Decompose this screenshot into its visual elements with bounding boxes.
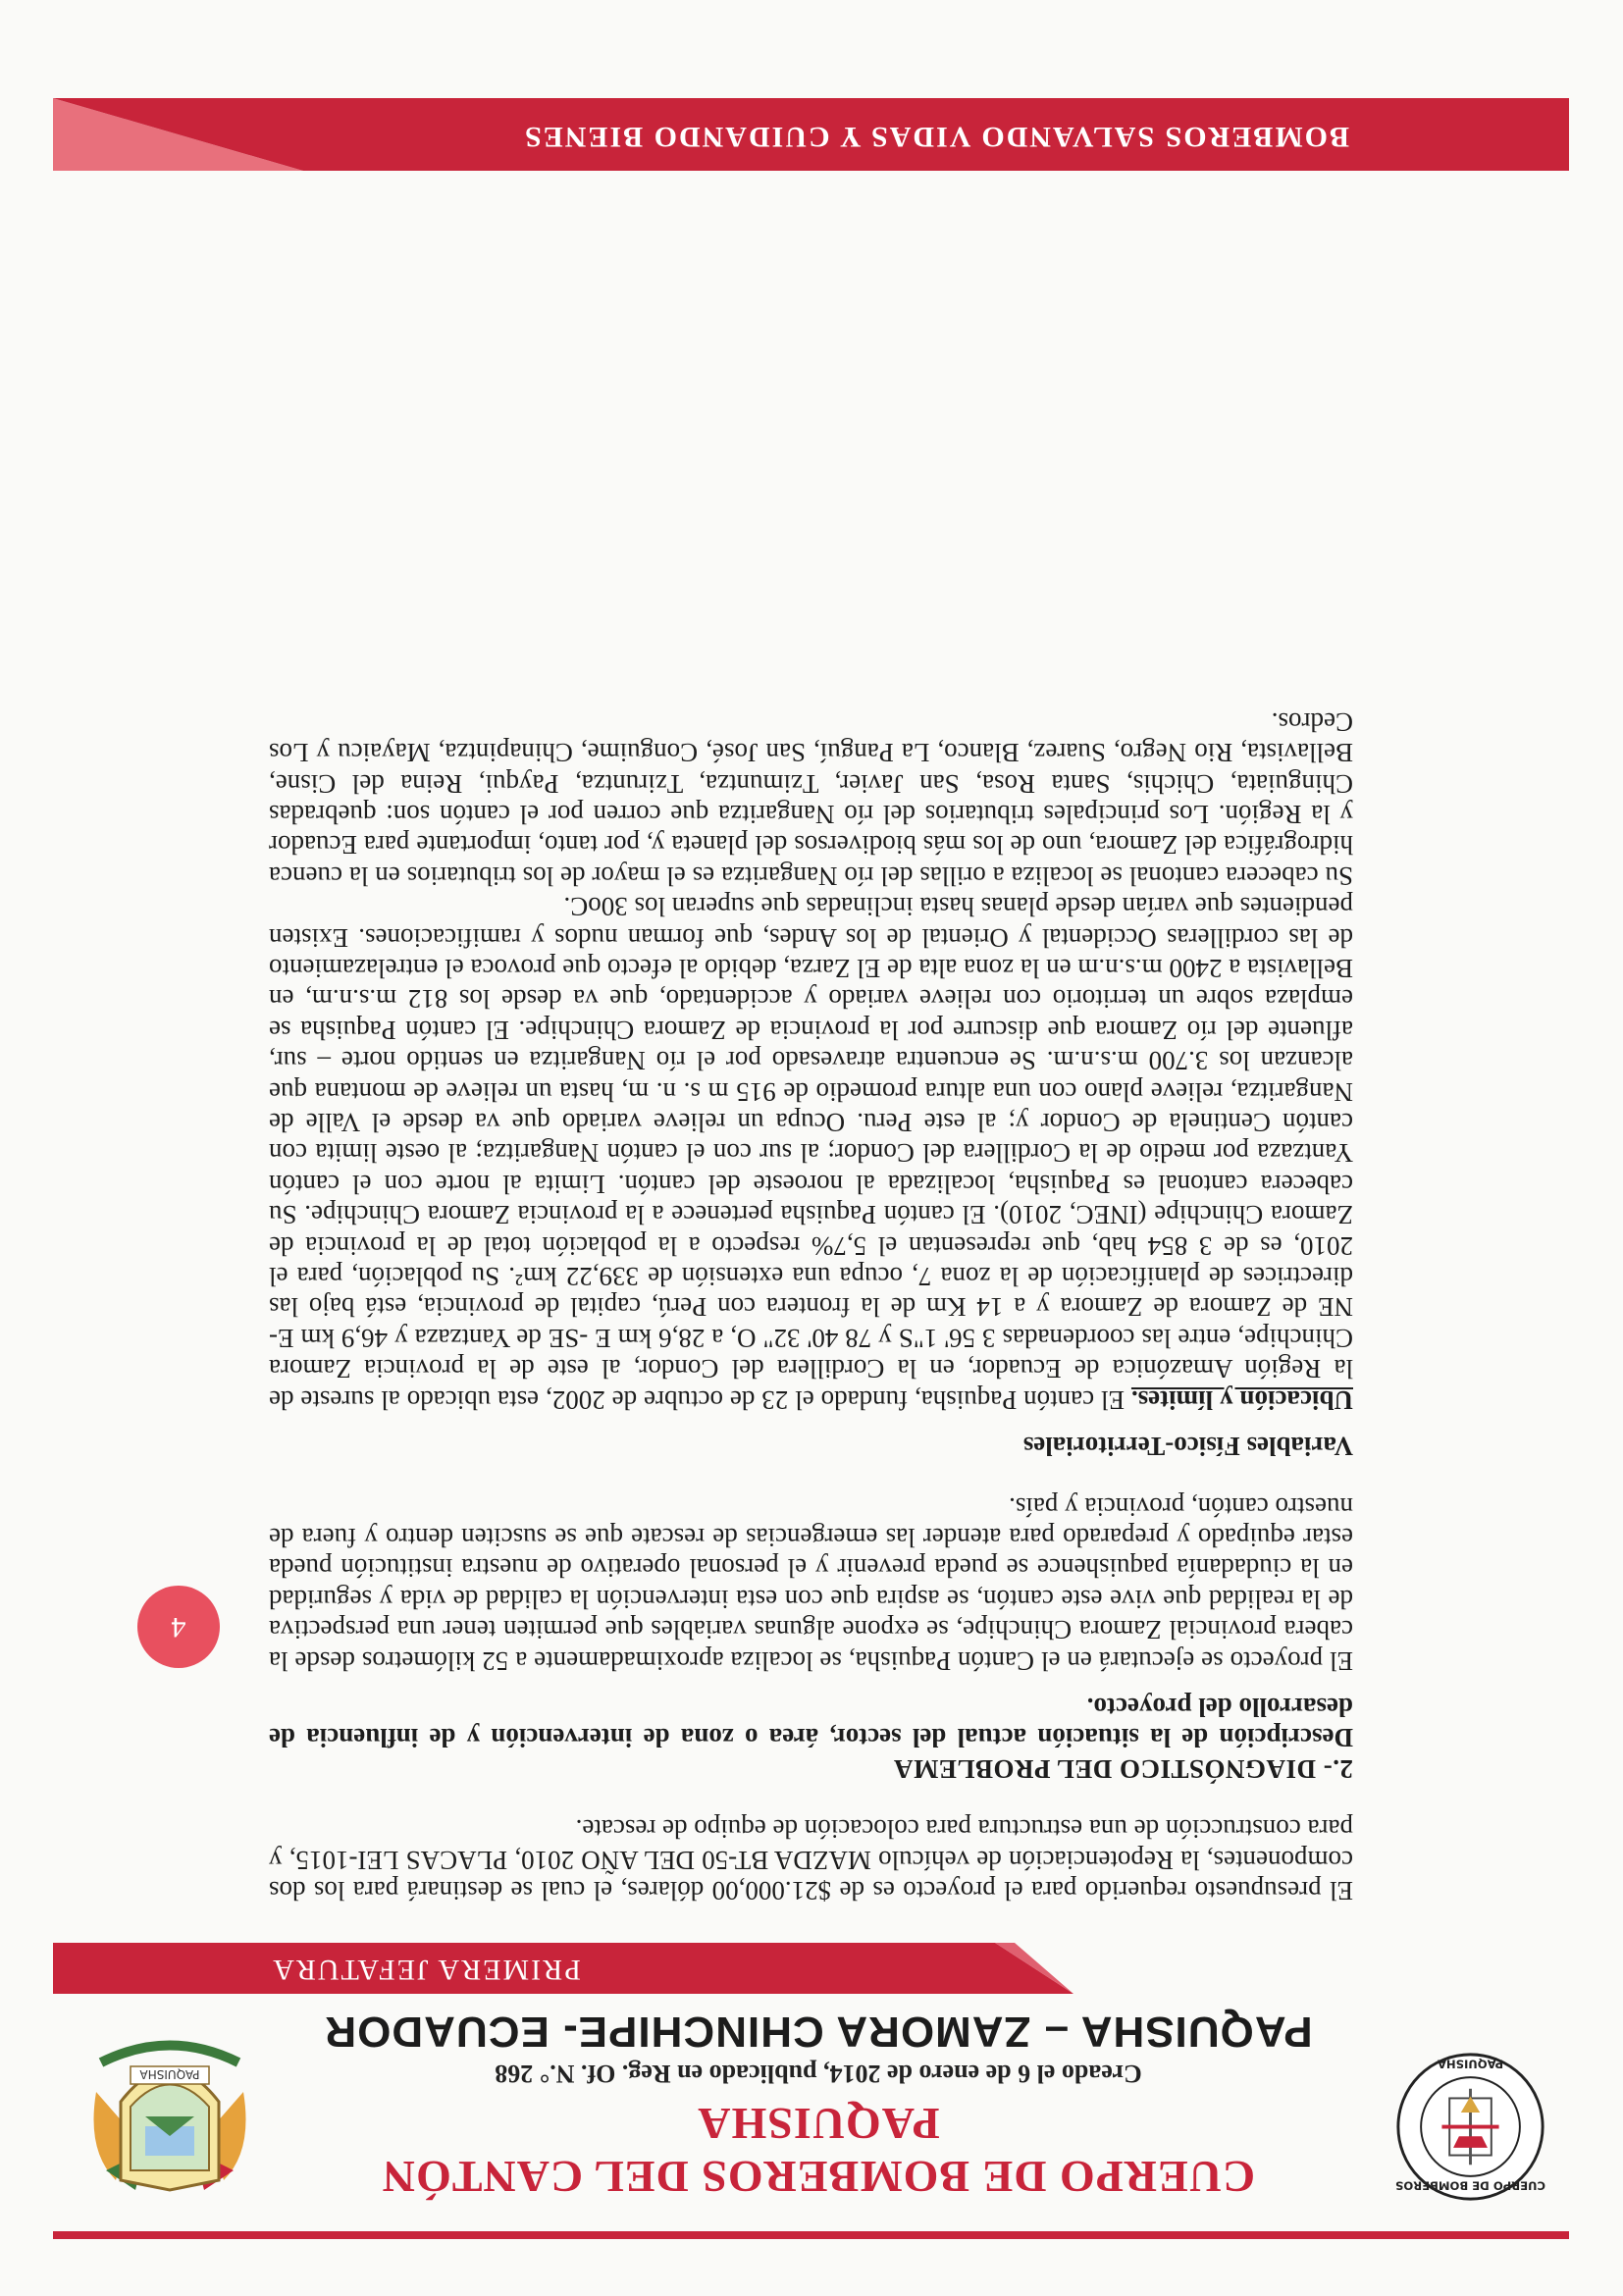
rivers-paragraph: Su cabecera cantonal se localiza a orillas del río Nangaritza es el mayor de los tributarios en la cuenca hidrográfica del Zamora, uno de los más biodiversos del planeta y, por tanto, importante para Ecuador y la Región. Los principales tributarios del río Nangaritza que corren por el cantón son: quebradas Chinguiata, Chichis, Santa Rosa, San Javier, Tzimuntza, Tziruntza, Payqui, Reina del Cisne, Bellavista, Rio Negro, Suarez, Blanco, La Panguí, San José, Conguime, Chinapintza, Mayaicu y Los Cedros. (269, 706, 1353, 891)
intro-paragraph: El proyecto se ejecutará en el Cantón Paquisha, se localiza aproximadamente a 52 kilómetros desde la cabera provincial Zamora Chinchipe, se expone algunas variables que permiten tener una perspectiva de la realidad que vive este cantón, se aspira que con esta intervención la calidad de vida y seguridad en la ciudadanía paquishence se pueda prevenir y el personal operativo de nuestra institución pueda estar equipado y preparado para atender las emergencias de rescate que se susciten dentro y fuera de nuestro cantón, provincia y país. (269, 1491, 1353, 1676)
header-region: PAQUISHA – ZAMORA CHINCHIPE- ECUADOR (324, 2008, 1313, 2056)
header-top-rule (53, 2231, 1569, 2239)
svg-text:CUERPO DE BOMBEROS: CUERPO DE BOMBEROS (1394, 2178, 1546, 2193)
header-title-line1: CUERPO DE BOMBEROS DEL CANTÓN (381, 2152, 1256, 2202)
page-number-badge: 4 (137, 1586, 220, 1668)
section-title: 2.- DIAGNÓSTICO DEL PROBLEMA (893, 1753, 1353, 1784)
location-lead: Ubicación y límites. (1130, 1384, 1353, 1415)
svg-text:PAQUISHA: PAQUISHA (139, 2067, 200, 2081)
header-subtitle: Creado el 6 de enero de 2014, publicado en Reg. Of. N.° 268 (495, 2060, 1142, 2088)
footer-ribbon-label: BOMBEROS SALVANDO VIDAS Y CUIDANDO BIENES (523, 121, 1349, 153)
header-title (338, 2097, 1299, 2203)
location-text: El cantón Paquisha, fundado el 23 de octubre de 2002, esta ubicado al sureste de la Región Amazónica de Ecuador, en la Cordillera del Condor, al este de la provincia Zamora Chinchipe, entre las coordenadas 3 56' 1"S y 78 40' 32" O, a 28,6 km E -SE de Yantzaza y 46,9 km E-NE de Zamora de Zamora y a 14 Km de la frontera con Perú, capital de provincia, está bajo las directrices de planificación de la zona 7, ocupa una extensión de 339,22 km². Su población, para el 2010, es de 3 854 hab, que representan el 5,7% respecto a la población total de la provincia de Zamora Chinchipe (INEC, 2010). El cantón Paquisha pertenece a la provincia Zamora Chinchipe. Su cabecera cantonal es Paquisha, localizada al noroeste del cantón. Limita al norte con el cantón Yantzaza por medio de la Cordillera del Condor; al sur con el cantón Nangaritza; al oeste limita con cantón Centinela de Condor y; al este Peru. Ocupa un relieve variado que va desde el Valle de Nangaritza, relieve plano con una altura promedio de 915 m s. n. m, hasta un relieve de montana que alcanzan los 3.700 m.s.n.m. Se encuentra atravesado por el río Nangaritza en sentido norte – sur, afluente del río Zamora que discurre por la provincia de Zamora Chinchipe. El cantón Paquisha se emplaza sobre un territorio con relieve variado y accidentado, que va desde los 812 m.s.n.m, en Bellavista a 2400 m.s.n.m en la zona alta de El Zarza, debido al efecto que provoca el entrelazamiento de las cordilleras Occidental y Oriental de los Andes, que forman nudos y ramificaciones. Existen pendientes que varían desde planas hasta inclinadas que superan los 30oC. (269, 892, 1353, 1415)
body-content (269, 705, 1353, 1905)
variables-heading: Variables Físico-Territoriales (1022, 1432, 1353, 1462)
canton-crest-icon (77, 2023, 263, 2210)
fire-department-seal-icon (1394, 2051, 1546, 2203)
location-paragraph (269, 891, 1353, 1415)
budget-paragraph: El presupuesto requerido para el proyecto es de $21.000,00 dólares, el cual se destinará para los dos componentes, la Repotenciación de vehículo MAZDA BT-50 DEL AÑO 2010, PLACAS LEI-1015, y para construcción de una estructura para colocación de equipo de rescate. (269, 1814, 1353, 1905)
subsection-title: Descripción de la situación actual del sector, área o zona de intervención y de influencia de desarrollo del proyecto. (269, 1692, 1353, 1753)
header-ribbon-label: PRIMERA JEFATURA (271, 1954, 581, 1986)
header-title-line2: PAQUISHA (697, 2099, 940, 2149)
svg-text:PAQUISHA: PAQUISHA (1437, 2057, 1504, 2071)
